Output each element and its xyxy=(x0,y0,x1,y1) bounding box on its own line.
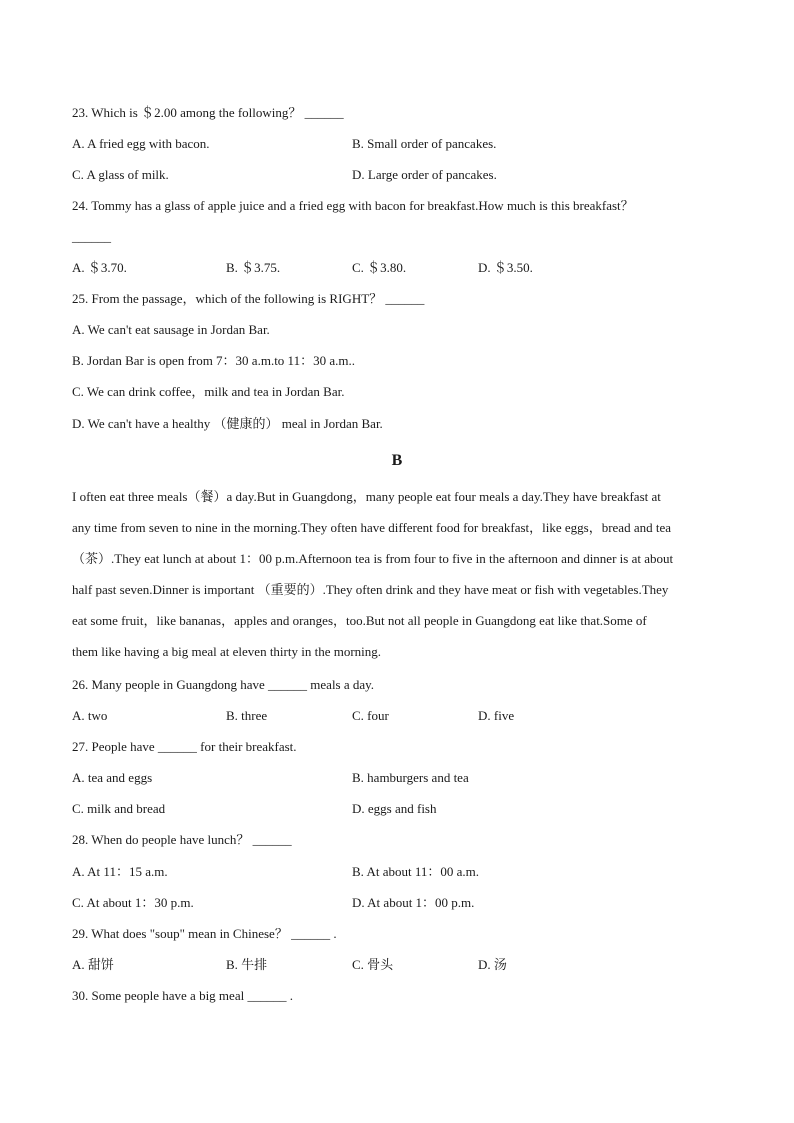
question-24-option-b: B. ＄3.75. xyxy=(226,260,281,275)
question-25-option-a: A. We can't eat sausage in Jordan Bar. xyxy=(72,322,270,337)
passage-line: any time from seven to nine in the morning.They often have different food for breakfast，like eggs，bread and tea xyxy=(72,520,672,535)
question-30-stem: 30. Some people have a big meal ______ . xyxy=(72,988,293,1003)
passage-line: I often eat three meals（餐）a day.But in Guangdong，many people eat four meals a day.They have breakfast at xyxy=(72,489,661,504)
question-26-option-c: C. four xyxy=(352,708,389,723)
question-23-option-b: B. Small order of pancakes. xyxy=(352,136,497,151)
question-25-option-c: C. We can drink coffee，milk and tea in Jordan Bar. xyxy=(72,384,345,399)
question-29-option-a: A. 甜饼 xyxy=(72,957,114,972)
question-25-option-d: D. We can't have a healthy （健康的） meal in Jordan Bar. xyxy=(72,416,383,431)
question-26-option-d: D. five xyxy=(478,708,515,723)
question-29-option-d: D. 汤 xyxy=(478,957,507,972)
question-28-option-a: A. At 11：15 a.m. xyxy=(72,864,168,879)
question-23-option-c: C. A glass of milk. xyxy=(72,167,169,182)
section-b-heading: B xyxy=(391,452,403,469)
question-24-option-c: C. ＄3.80. xyxy=(352,260,407,275)
question-24-option-d: D. ＄3.50. xyxy=(478,260,533,275)
question-28-option-d: D. At about 1：00 p.m. xyxy=(352,895,475,910)
question-24-stem: 24. Tommy has a glass of apple juice and a fried egg with bacon for breakfast.How much is this breakfast？ xyxy=(72,198,634,213)
question-24-blank: ______ xyxy=(72,229,111,244)
passage-line: half past seven.Dinner is important （重要的）.They often drink and they have meat or fish with vegetables.They xyxy=(72,582,669,597)
question-26-option-a: A. two xyxy=(72,708,108,723)
question-23-option-d: D. Large order of pancakes. xyxy=(352,167,497,182)
question-25-option-b: B. Jordan Bar is open from 7：30 a.m.to 11：30 a.m.. xyxy=(72,353,355,368)
question-25-stem: 25. From the passage，which of the following is RIGHT？ ______ xyxy=(72,291,425,306)
question-29-option-b: B. 牛排 xyxy=(226,957,268,972)
question-28-option-c: C. At about 1：30 p.m. xyxy=(72,895,194,910)
question-23-option-a: A. A fried egg with bacon. xyxy=(72,136,210,151)
question-26-stem: 26. Many people in Guangdong have ______ meals a day. xyxy=(72,677,375,692)
question-27-option-d: D. eggs and fish xyxy=(352,801,437,816)
section-b-passage xyxy=(72,481,722,667)
question-28-option-b: B. At about 11：00 a.m. xyxy=(352,864,479,879)
question-24-option-a: A. ＄3.70. xyxy=(72,260,127,275)
question-26-option-b: B. three xyxy=(226,708,268,723)
question-27-option-a: A. tea and eggs xyxy=(72,770,153,785)
question-29-stem: 29. What does "soup" mean in Chinese？ ______ . xyxy=(72,926,337,941)
question-27-option-c: C. milk and bread xyxy=(72,801,166,816)
question-29-option-c: C. 骨头 xyxy=(352,957,394,972)
passage-line: eat some fruit，like bananas，apples and oranges，too.But not all people in Guangdong eat like that.Some of xyxy=(72,613,647,628)
passage-line: them like having a big meal at eleven thirty in the morning. xyxy=(72,644,382,659)
question-23-stem: 23. Which is ＄2.00 among the following？ ______ xyxy=(72,105,344,120)
passage-line: （茶）.They eat lunch at about 1：00 p.m.Afternoon tea is from four to five in the afternoon and dinner is at about xyxy=(72,551,674,566)
question-28-stem: 28. When do people have lunch？ ______ xyxy=(72,832,292,847)
question-27-option-b: B. hamburgers and tea xyxy=(352,770,469,785)
question-27-stem: 27. People have ______ for their breakfast. xyxy=(72,739,297,754)
